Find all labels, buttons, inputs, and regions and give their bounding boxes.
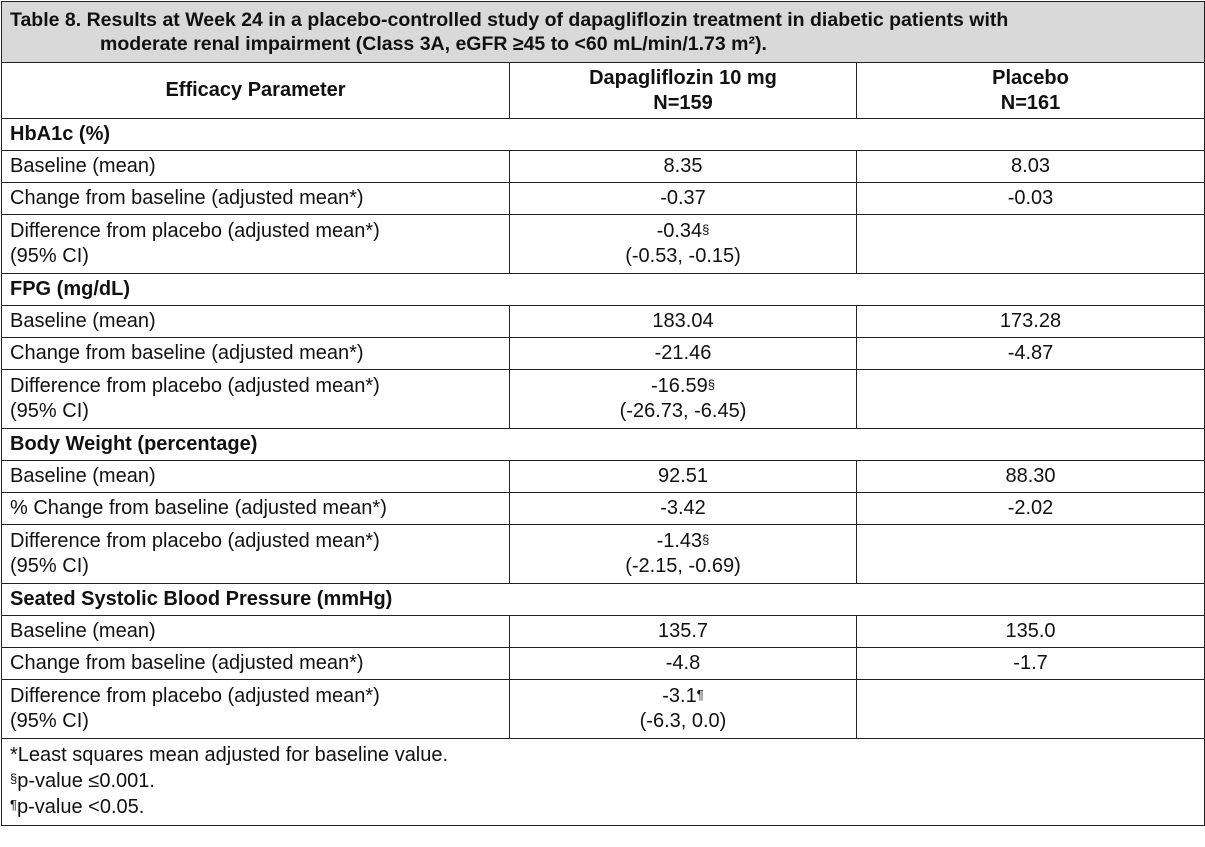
dapa-value: 8.35 (510, 151, 857, 183)
row-label: Baseline (mean) (2, 461, 510, 493)
ci-label: (95% CI) (10, 245, 89, 267)
header-efficacy-parameter: Efficacy Parameter (2, 63, 510, 119)
dapa-value: -21.46 (510, 338, 857, 370)
diff-label: Difference from placebo (adjusted mean*) (10, 530, 380, 552)
dapa-diff-cell (510, 680, 857, 739)
diff-value: -1.43 (656, 530, 703, 552)
significance-mark: § (702, 532, 710, 547)
diff-value: -3.1 (662, 685, 697, 707)
table-title (2, 2, 1205, 63)
ci-label: (95% CI) (10, 555, 89, 577)
ci-label: (95% CI) (10, 710, 89, 732)
section-title: Body Weight (percentage) (2, 429, 1205, 461)
footnotes-row (2, 739, 1205, 826)
footnotes (2, 739, 1205, 826)
diff-ci: (-0.53, -0.15) (625, 245, 741, 267)
results-table-container (1, 1, 1204, 846)
table-row (2, 648, 1205, 680)
row-label: Change from baseline (adjusted mean*) (2, 183, 510, 215)
significance-mark: ¶ (696, 687, 704, 702)
table-row (2, 215, 1205, 274)
footnote-star: *Least squares mean adjusted for baseline value. (10, 744, 449, 766)
dapa-diff-cell (510, 215, 857, 274)
dapa-diff-cell (510, 370, 857, 429)
placebo-empty-cell (857, 680, 1205, 739)
placebo-empty-cell (857, 525, 1205, 584)
dapa-value: -4.8 (510, 648, 857, 680)
section-row (2, 584, 1205, 616)
dapa-value: -0.37 (510, 183, 857, 215)
row-label: % Change from baseline (adjusted mean*) (2, 493, 510, 525)
dapa-value: 183.04 (510, 306, 857, 338)
significance-mark: § (707, 377, 715, 392)
row-label: Change from baseline (adjusted mean*) (2, 338, 510, 370)
table-title-line1: Table 8. Results at Week 24 in a placebo-controlled study of dapagliflozin treatment in diabetic patients with (10, 9, 1009, 31)
significance-mark: § (702, 222, 710, 237)
ci-label: (95% CI) (10, 400, 89, 422)
dapa-value: 135.7 (510, 616, 857, 648)
section-title: Seated Systolic Blood Pressure (mmHg) (2, 584, 1205, 616)
placebo-empty-cell (857, 215, 1205, 274)
placebo-value: -2.02 (857, 493, 1205, 525)
table-row (2, 461, 1205, 493)
table-row (2, 151, 1205, 183)
header-dapagliflozin-n: N=159 (653, 91, 713, 114)
row-label: Change from baseline (adjusted mean*) (2, 648, 510, 680)
column-header-row (2, 63, 1205, 119)
row-label: Baseline (mean) (2, 306, 510, 338)
footnote-pilcrow-mark: ¶ (10, 797, 17, 812)
placebo-value: 88.30 (857, 461, 1205, 493)
diff-ci: (-26.73, -6.45) (619, 400, 747, 422)
section-row (2, 119, 1205, 151)
placebo-value: -1.7 (857, 648, 1205, 680)
table-row (2, 525, 1205, 584)
footnote-pilcrow-text: p-value <0.05. (16, 796, 145, 818)
diff-value: -16.59 (651, 375, 708, 397)
placebo-value: 8.03 (857, 151, 1205, 183)
diff-label: Difference from placebo (adjusted mean*) (10, 375, 380, 397)
placebo-value: 135.0 (857, 616, 1205, 648)
diff-label: Difference from placebo (adjusted mean*) (10, 685, 380, 707)
header-dapagliflozin (510, 63, 857, 119)
header-placebo-n: N=161 (1000, 91, 1061, 114)
header-placebo (857, 63, 1205, 119)
footnote-section-mark: § (10, 771, 18, 786)
row-label: Baseline (mean) (2, 151, 510, 183)
row-label: Baseline (mean) (2, 616, 510, 648)
dapa-diff-cell (510, 525, 857, 584)
diff-ci: (-6.3, 0.0) (639, 710, 727, 732)
table-row (2, 616, 1205, 648)
table-row (2, 370, 1205, 429)
table-row (2, 680, 1205, 739)
placebo-value: -0.03 (857, 183, 1205, 215)
results-table (1, 1, 1205, 826)
header-placebo-name: Placebo (992, 66, 1069, 89)
row-label (2, 215, 510, 274)
row-label (2, 525, 510, 584)
row-label (2, 370, 510, 429)
section-row (2, 274, 1205, 306)
header-dapagliflozin-name: Dapagliflozin 10 mg (589, 66, 777, 89)
section-title: HbA1c (%) (2, 119, 1205, 151)
placebo-empty-cell (857, 370, 1205, 429)
table-row (2, 183, 1205, 215)
dapa-value: -3.42 (510, 493, 857, 525)
section-row (2, 429, 1205, 461)
diff-ci: (-2.15, -0.69) (625, 555, 741, 577)
row-label (2, 680, 510, 739)
table-title-line2: moderate renal impairment (Class 3A, eGFR ≥45 to <60 mL/min/1.73 m²). (100, 33, 767, 55)
dapa-value: 92.51 (510, 461, 857, 493)
table-row (2, 338, 1205, 370)
section-title: FPG (mg/dL) (2, 274, 1205, 306)
placebo-value: -4.87 (857, 338, 1205, 370)
table-row (2, 306, 1205, 338)
footnote-section-text: p-value ≤0.001. (17, 770, 155, 792)
diff-value: -0.34 (656, 220, 703, 242)
diff-label: Difference from placebo (adjusted mean*) (10, 220, 380, 242)
table-row (2, 493, 1205, 525)
placebo-value: 173.28 (857, 306, 1205, 338)
